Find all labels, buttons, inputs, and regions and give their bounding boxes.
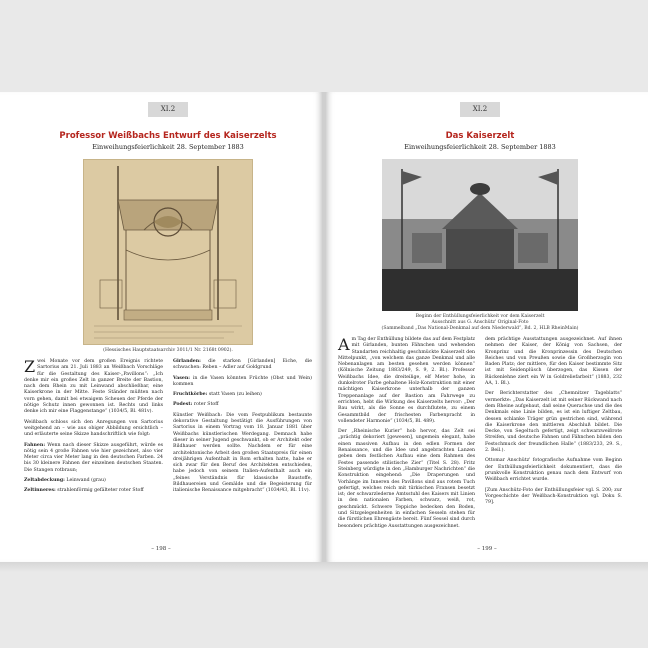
drop-cap: A	[338, 335, 350, 354]
paragraph: Zeltinneres: strahlenförmig gefälteter roter Stoff	[24, 488, 144, 494]
book-shadow	[0, 562, 648, 572]
column-left	[24, 359, 163, 499]
paragraph: Podest: roter Stoff	[173, 402, 219, 408]
paragraph: Girlanden: die starken [Girlanden] Eiche, die schwachen: Reben – Adler auf Goldgrund	[173, 359, 312, 371]
page-number: – 199 –	[477, 546, 497, 552]
paragraph: Ottomar Anschütz' fotografische Aufnahme vom Beginn der Enthüllungsfeierlichkeit dokumentiert, dass die prunkvolle Konstruktion genau nach dem Entwurf von Weißbach errichtet wurde.	[485, 458, 622, 483]
page-subtitle: Einweihungsfeierlichkeit 28. September 1883	[404, 143, 556, 151]
paragraph: [Zum Anschütz-Foto der Enthüllungsfeier vgl. S. 200; zur Vorgeschichte der Weißbach-Konstruktion vgl. Doku S. 79].	[485, 487, 622, 506]
page-subtitle: Einweihungsfeierlichkeit 28. September 1883	[92, 143, 244, 151]
drop-cap: Z	[24, 357, 36, 376]
text-columns	[338, 337, 622, 534]
paragraph: Fruchtkörbe: statt Vasen (zu leihen)	[173, 392, 262, 398]
paragraph: Der Berichterstatter des „Chemnitzer Tageblatts“ vermerkte: „Das Kaiserzelt ist mit seiner Rückwand nach dem Rheine aufgebaut, daß seine Querachse und die des Denkmals eine Linie bilden, es ist ein luftiger Zeltbau, dessen schlanke Träger grün gestrichen sind, während die Kaiserkrone den mittleren Abschluß bildet. Die Decke, von Segeltuch gefertigt, zeigt schwarzweißrote Streifen, und deutsche Fahnen und Fähnchen bilden den Festschmuck der freundlichen Halle“ (1883/233, 29. S., 2. Beil.).	[485, 391, 622, 454]
page-number: – 198 –	[151, 546, 171, 552]
book-spread	[0, 92, 648, 562]
paragraph: Zeltabdeckung: Leinwand (grau)	[24, 478, 106, 484]
text-columns	[24, 359, 312, 499]
intro-paragraph: Zwei Monate vor dem großen Ereignis richtete Sartorius am 21. Juli 1883 an Weißbach Vorschläge für die Gestaltung des Kaiser-„Pavillons“: „Ich denke mir ein großes Zelt in ganzer Breite der Bastion, nach dem Rhein zu mit Leinwand abschließbar, eine Kaiserkrone in der Mitte. Feste Ständer müßten nach vorn gehen, damit bei etwaigem Scheuen der Pferde der nötige Schutz innen gewonnen ist. Rechts und links denke ich mir eine Flaggenstange“ (1034/5, Bl. 481v).	[24, 357, 163, 415]
section-badge: XI.2	[460, 102, 500, 117]
section-badge: XI.2	[148, 102, 188, 117]
column-right	[173, 359, 312, 499]
tent-sketch-drawing	[84, 160, 252, 344]
right-page	[326, 92, 648, 562]
left-page	[0, 92, 322, 562]
paragraph: Fahnen: Wenn nach dieser Skizze ausgeführt, würde es nötig sein 4 große Fahnen wie hier gezeichnet, also vier Meter circa vier Meter lang in den deutschen Farben. 24 bis 30 kleinere Fahnen der einzelnen deutschen Staaten. Die Stangen rotbraun;	[24, 442, 163, 473]
paragraph: Vasen: in die Vasen könnten Früchte (Obst und Wein) kommen	[173, 375, 312, 387]
paragraph: dem prächtige Ausstattungen ausgezeichnet. Auf ihnen nehmen der Kaiser, der König von Sachsen, der Kronprinz und die Kronprinzessin des Deutschen Reiches und von Preußen sowie die Großherzogin von Baden Platz; der mittlere, für den Kaiser bestimmte Sitz ist mit Seidenplüsch überzogen, das Kissen der Rückenlehne ziert ein W in Goldreliefarbeit“ (1883, 232 AA, 1. Bl.).	[485, 337, 622, 387]
figure-caption: Beginn der Enthüllungsfeierlichkeit vor dem Kaiserzelt Ausschnitt aus G. Anschütz' Original-Foto (Sammelband „Das National-Denkmal auf dem Niederwald“, Bd. 2, HLB RheinMain)	[381, 314, 579, 331]
page-title: Professor Weißbachs Entwurf des Kaiserzelts	[59, 131, 277, 141]
figure-caption: (Hessisches Hauptstaatsarchiv 3011/1 Nr. 2168t 0902).	[103, 348, 233, 353]
intro-paragraph: Am Tag der Enthüllung bildete das auf dem Festplatz mit Girlanden, bunten Fähnchen und wehenden Standarten reichhaltig geschmückte Kaiserzelt den Mittelpunkt, „von welchem das ganze Denkmal und alle Nebenanlagen am besten gesehen werden können“ (Kölnische Zeitung 1883/249, S. 9, 2. Bl.). Professor Weißbachs Idee, die dreiteilige, elf Meter hohe, in dunkelroter Farbe gehaltene Holz-Konstruktion mit einer mächtigen Kaiserkrone unterhalb der ganzen Treppenanlage auf der Bastion am Fahrwege zu errichten, hebt die Wirkung des Kaiserzelts hervor: „Der Bau wirkt, als die Sonne es durchflutete, zu einem Gesammtbild der frischesten Farbenpracht in vollendeter Harmonie“ (1034/5, Bl. 489).	[338, 335, 476, 424]
column-left	[338, 337, 475, 534]
paragraph: Weißbach schloss sich den Anregungen von Sartorius weitgehend an – wie aus obiger Abbildung ersichtlich – und erläuterte seine Skizze handschriftlich wie folgt:	[24, 419, 163, 438]
column-right	[485, 337, 622, 534]
sketch-illustration	[83, 159, 253, 345]
paragraph: Künstler Weißbach: Die vom Festpublikum bestaunte dekorative Gestaltung bestätigt die Ausführungen von Sartorius in einem Vortrag vom 18. Januar 1881 über Weißbachs künstlerischen Werdegang. Demnach habe dieser in seiner Jugend geschwankt, ob er Architekt oder Bildhauer werden sollte. Nachdem er für eine architektonische Arbeit den großen Staatspreis für einen dreijährigen Aufenthalt in Rom erhalten hatte, habe er sich zwar für den Beruf des Architekten entschieden, habe jedoch von seinem Italien-Aufenthalt auch ein „feines Verständnis für klassische Baustoffe, Bildhauereien und Gemälde und die Begeisterung für italienische Renaissance mitgebracht“ (1034/43, Bl. 11v).	[173, 412, 312, 494]
page-title: Das Kaiserzelt	[445, 131, 515, 141]
pavilion-photo-drawing	[382, 159, 578, 311]
paragraph: Der „Rheinische Kurier“ hob hervor, das Zelt sei „prächtig dekoriert [gewesen], ungemein elegant, habe einen massiven Aufbau in den edlen Formen der Renaissance, und die Idee und angebrachten Lanzen geben dem festlichen Aufbau eine dem Rahmen des Festes passende stilistische Zier“ (Titel S. 28). Fritz Steinberg würdigte in den „Hamburger Nachrichten“ die Konstruktion eingehend: „Die Draperungen und Vorhänge im Inneren des Pavillons sind aus rotem Tuch gefertigt, welches reich mit türkischen Fransen besetzt ist; der schwarzlederne Amtsstuhl des Kaisers mit Linien in den nationalen Farben, schwarz, weiß, rot, geschmückt. Schwere Teppiche bedecken den Boden, und Sitzgelegenheiten in einfachen Sesseln stehen für die fürstlichen Ehrengäste bereit. Fünf Sessel sind durch besonders prächtige Ausstattungen ausgezeichnet.	[338, 429, 475, 529]
historical-photo	[382, 159, 578, 311]
